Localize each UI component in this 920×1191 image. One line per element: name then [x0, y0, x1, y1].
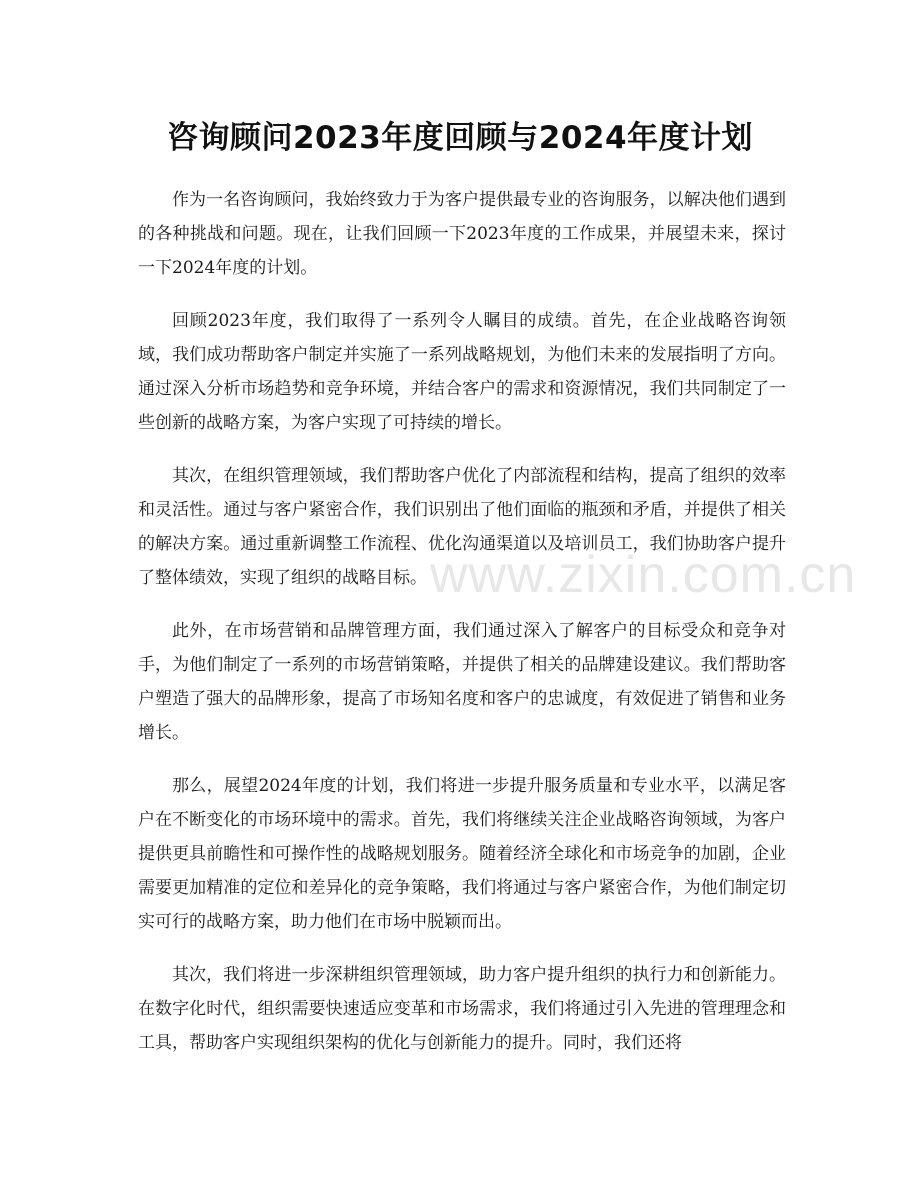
document-title: 咨询顾问2023年度回顾与2024年度计划 — [166, 120, 754, 156]
paragraph-org-deepening: 其次，我们将进一步深耕组织管理领域，助力客户提升组织的执行力和创新能力。在数字化时代，组织需要快速适应变革和市场需求，我们将通过引入先进的管理理念和工具，帮助客户实现组织架构的优化与创新能力的提升。同时，我们还将 — [138, 965, 786, 1053]
document-body — [138, 183, 786, 1079]
watermark: www.zixin.com.cn — [430, 546, 857, 604]
paragraph-org-management: 其次，在组织管理领域，我们帮助客户优化了内部流程和结构，提高了组织的效率和灵活性。通过与客户紧密合作，我们识别出了他们面临的瓶颈和矛盾，并提供了相关的解决方案。通过重新调整工作流程、优化沟通渠道以及培训员工，我们协助客户提升了整体绩效，实现了组织的战略目标。 — [138, 466, 786, 588]
paragraph-2023-review: 回顾2023年度，我们取得了一系列令人瞩目的成绩。首先，在企业战略咨询领域，我们成功帮助客户制定并实施了一系列战略规划，为他们未来的发展指明了方向。通过深入分析市场趋势和竞争环境，并结合客户的需求和资源情况，我们共同制定了一些创新的战略方案，为客户实现了可持续的增长。 — [138, 311, 786, 433]
paragraph-2024-plan: 那么，展望2024年度的计划，我们将进一步提升服务质量和专业水平，以满足客户在不断变化的市场环境中的需求。首先，我们将继续关注企业战略咨询领域，为客户提供更具前瞻性和可操作性的战略规划服务。随着经济全球化和市场竞争的加剧，企业需要更加精准的定位和差异化的竞争策略，我们将通过与客户紧密合作，为他们制定切实可行的战略方案，助力他们在市场中脱颖而出。 — [138, 776, 786, 932]
paragraph-intro: 作为一名咨询顾问，我始终致力于为客户提供最专业的咨询服务，以解决他们遇到的各种挑战和问题。现在，让我们回顾一下2023年度的工作成果，并展望未来，探讨一下2024年度的计划。 — [138, 190, 786, 278]
paragraph-marketing: 此外，在市场营销和品牌管理方面，我们通过深入了解客户的目标受众和竞争对手，为他们制定了一系列的市场营销策略，并提供了相关的品牌建设建议。我们帮助客户塑造了强大的品牌形象，提高了市场知名度和客户的忠诚度，有效促进了销售和业务增长。 — [138, 621, 786, 743]
